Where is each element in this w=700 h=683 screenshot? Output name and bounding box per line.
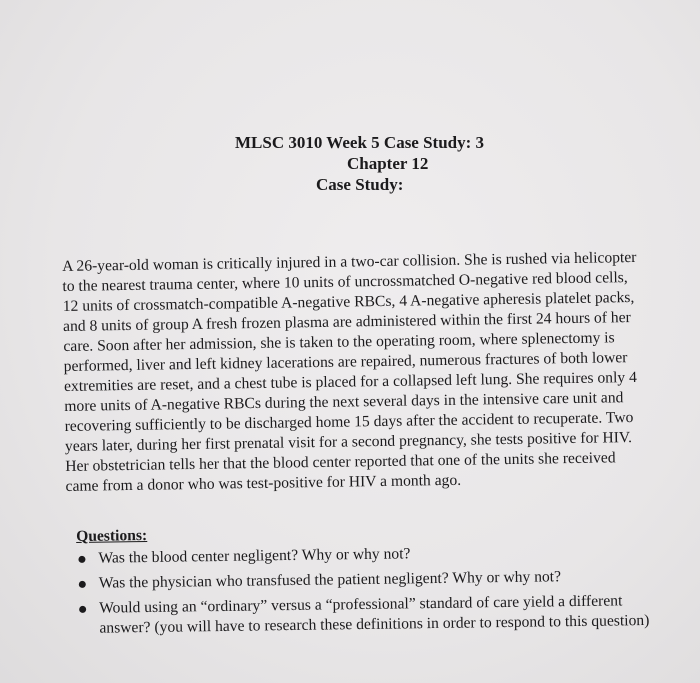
case-line: 12 units of crossmatch-compatible A-negative RBCs, 4 A-negative apheresis platelet packs, (62, 289, 635, 315)
case-line: and 8 units of group A fresh frozen plasma are administered within the first 24 hours of her (62, 309, 631, 335)
questions-section (76, 519, 678, 644)
case-line: extremities are reset, and a chest tube is placed for a collapsed left lung. She requires only 4 (63, 368, 637, 395)
case-line: recovering sufficiently to be discharged home 15 days after the accident to recuperate. Two (64, 409, 634, 435)
case-line: came from a donor who was test-positive for HIV a month ago. (65, 471, 462, 495)
question-text: Was the blood center negligent? Why or why not? (98, 545, 411, 567)
case-line: Her obstetrician tells her that the blood center reported that one of the units she received (65, 449, 616, 475)
bullet-icon (78, 556, 85, 563)
case-line: performed, liver and left kidney lacerations are repaired, numerous fractures of both lower (63, 349, 628, 375)
question-item (77, 591, 678, 639)
case-study-label: Case Study: (316, 175, 404, 194)
case-line: more units of A-negative RBCs during the next several days in the intensive care unit and (64, 389, 624, 415)
course-title: MLSC 3010 Week 5 Case Study: 3 (235, 133, 485, 152)
question-item (77, 566, 677, 594)
chapter-label: Chapter 12 (347, 154, 429, 173)
case-paragraph (62, 247, 686, 497)
case-line: A 26-year-old woman is critically injured in a two-car collision. She is rushed via helicopter (62, 248, 637, 275)
case-line: years later, during her first prenatal visit for a second pregnancy, she tests positive for HIV. (64, 429, 633, 455)
bullet-icon (79, 581, 86, 588)
case-line: to the nearest trauma center, where 10 units of uncrossmatched O-negative red blood cells, (62, 269, 628, 295)
bullet-icon (79, 606, 86, 613)
question-text: Was the physician who transfused the patient negligent? Why or why not? (98, 568, 562, 592)
question-text: Would using an “ordinary” versus a “professional” standard of care yield a different (99, 592, 623, 617)
case-line: care. Soon after her admission, she is taken to the operating room, where splenectomy is (63, 329, 615, 355)
questions-heading: Questions: (76, 527, 148, 545)
question-text-continued: answer? (you will have to research these definitions in order to respond to this question) (99, 612, 650, 637)
